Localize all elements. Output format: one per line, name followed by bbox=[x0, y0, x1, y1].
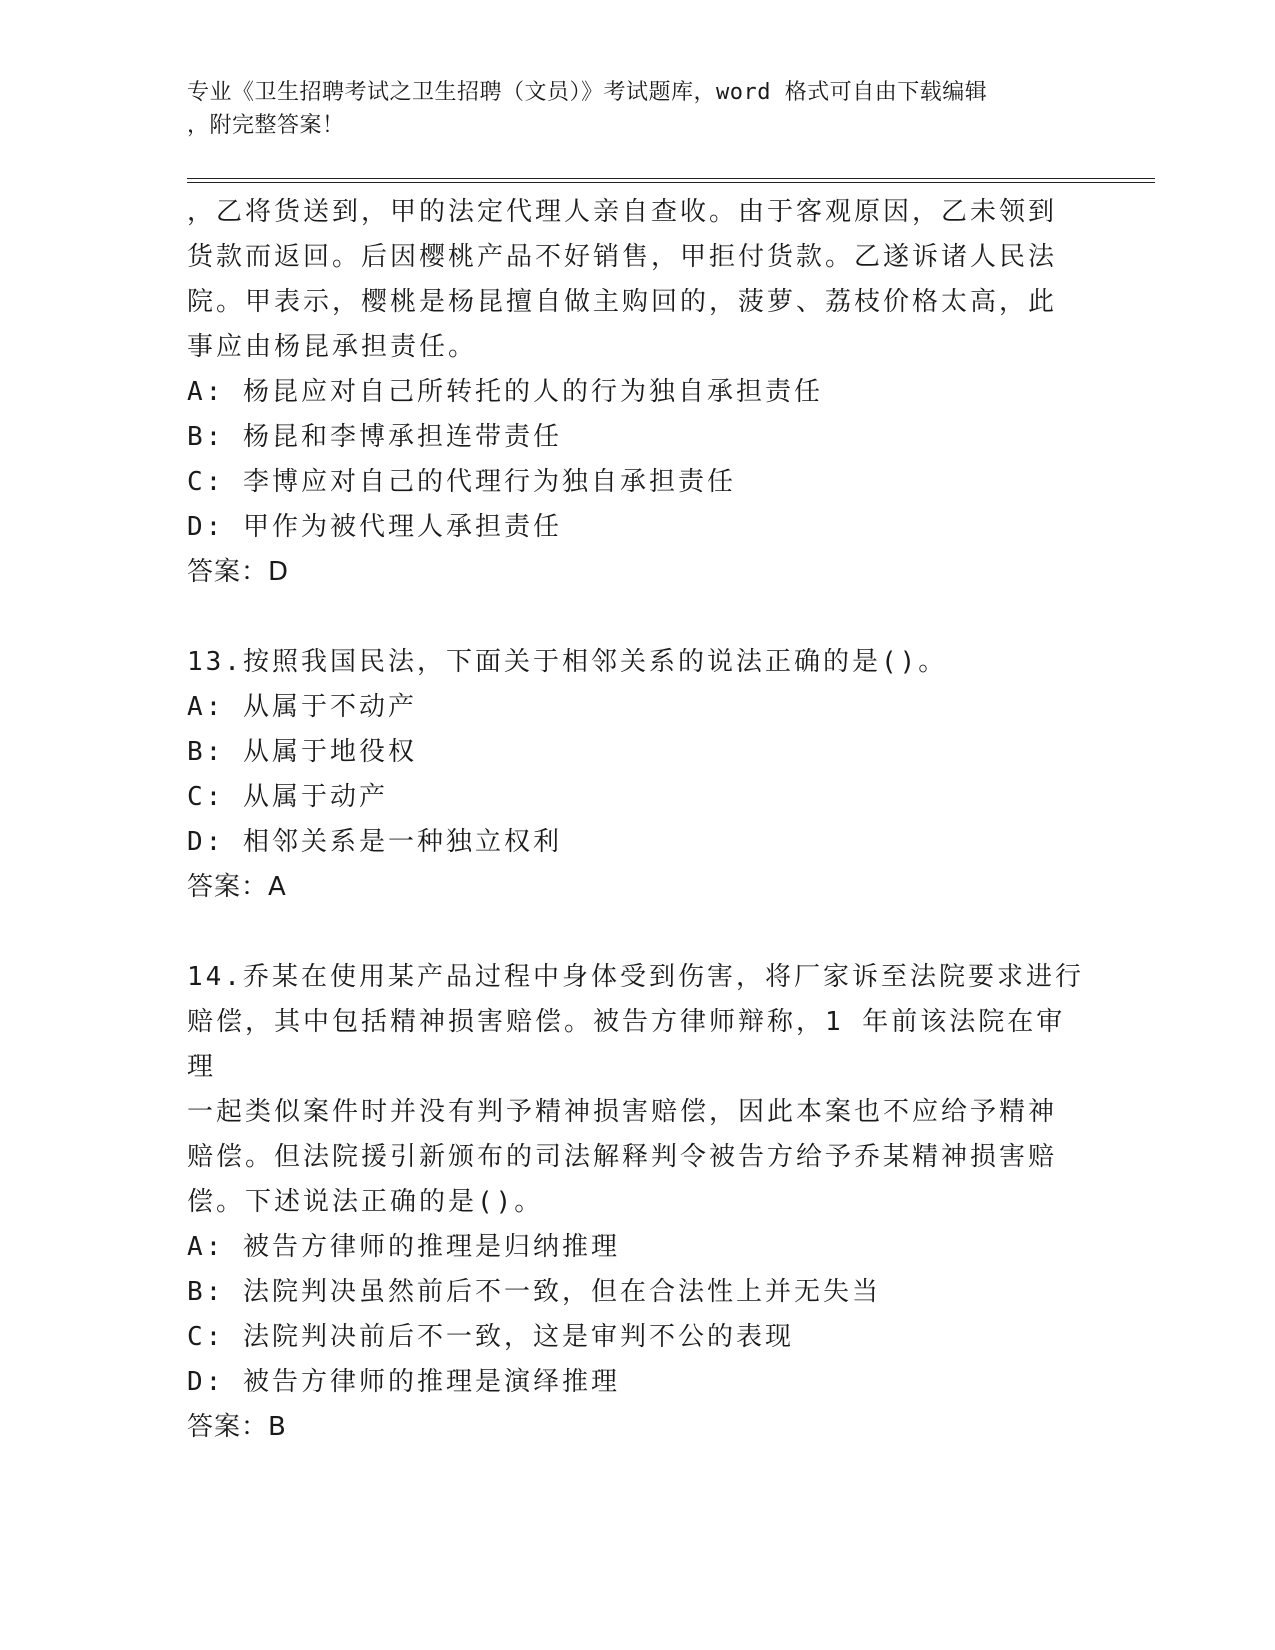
answer-label: 答案：A bbox=[187, 872, 287, 902]
question-12 bbox=[187, 190, 1087, 595]
question-text-line: 偿。下述说法正确的是()。 bbox=[187, 1187, 544, 1217]
question-text-line: 赔偿。但法院援引新颁布的司法解释判令被告方给予乔某精神损害赔 bbox=[187, 1142, 1058, 1172]
page-header bbox=[187, 76, 1067, 142]
option-d: D: 甲作为被代理人承担责任 bbox=[187, 512, 562, 542]
header-line-1: 专业《卫生招聘考试之卫生招聘（文员）》考试题库，word 格式可自由下载编辑 bbox=[187, 80, 988, 105]
question-text-line: 赔偿，其中包括精神损害赔偿。被告方律师辩称，1 年前该法院在审理 bbox=[187, 1007, 1066, 1082]
answer-label: 答案：D bbox=[187, 557, 290, 587]
question-text-line: 14.乔某在使用某产品过程中身体受到伤害，将厂家诉至法院要求进行 bbox=[187, 962, 1084, 992]
question-text-line: 货款而返回。后因樱桃产品不好销售，甲拒付货款。乙遂诉诸人民法 bbox=[187, 242, 1058, 272]
question-text-line: ，乙将货送到，甲的法定代理人亲自查收。由于客观原因，乙未领到 bbox=[187, 197, 1058, 227]
option-c: C: 从属于动产 bbox=[187, 782, 388, 812]
option-b: B: 法院判决虽然前后不一致，但在合法性上并无失当 bbox=[187, 1277, 881, 1307]
question-text-line: 13.按照我国民法，下面关于相邻关系的说法正确的是()。 bbox=[187, 647, 948, 677]
option-c: C: 李博应对自己的代理行为独自承担责任 bbox=[187, 467, 736, 497]
header-divider bbox=[187, 178, 1155, 183]
question-text-line: 院。甲表示，樱桃是杨昆擅自做主购回的，菠萝、荔枝价格太高，此 bbox=[187, 287, 1058, 317]
option-a: A: 从属于不动产 bbox=[187, 692, 417, 722]
answer-label: 答案：B bbox=[187, 1412, 287, 1442]
option-a: A: 被告方律师的推理是归纳推理 bbox=[187, 1232, 620, 1262]
option-c: C: 法院判决前后不一致，这是审判不公的表现 bbox=[187, 1322, 794, 1352]
question-text-line: 事应由杨昆承担责任。 bbox=[187, 332, 478, 362]
option-b: B: 杨昆和李博承担连带责任 bbox=[187, 422, 562, 452]
option-d: D: 被告方律师的推理是演绎推理 bbox=[187, 1367, 620, 1397]
question-text-line: 一起类似案件时并没有判予精神损害赔偿，因此本案也不应给予精神 bbox=[187, 1097, 1058, 1127]
option-b: B: 从属于地役权 bbox=[187, 737, 417, 767]
option-d: D: 相邻关系是一种独立权利 bbox=[187, 827, 562, 857]
document-body bbox=[187, 190, 1087, 1450]
header-line-2: ，附完整答案！ bbox=[187, 113, 345, 138]
question-13 bbox=[187, 640, 1087, 910]
option-a: A: 杨昆应对自己所转托的人的行为独自承担责任 bbox=[187, 377, 823, 407]
question-14 bbox=[187, 955, 1087, 1450]
